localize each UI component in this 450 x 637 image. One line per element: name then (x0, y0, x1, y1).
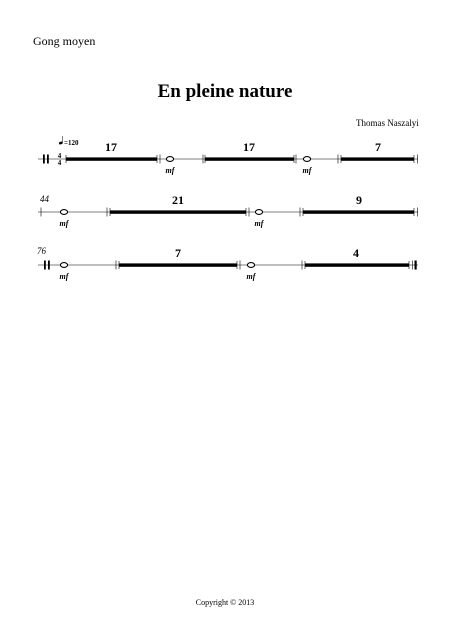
multi-measure-rest (119, 263, 237, 266)
percussion-clef-icon (47, 155, 49, 164)
whole-note-icon (247, 263, 254, 268)
copyright-notice: Copyright © 2013 (195, 598, 255, 607)
time-signature-top: 4 (57, 152, 62, 160)
system-2 (38, 193, 418, 228)
rest-count: 7 (375, 140, 381, 154)
tempo-marking: =120 (64, 139, 79, 147)
measure-number: 44 (40, 194, 49, 204)
percussion-clef-icon (44, 261, 46, 270)
dynamic-mark: mf (59, 219, 69, 228)
multi-measure-rest (110, 210, 246, 213)
multi-measure-rest (303, 210, 414, 213)
instrument-name: Gong moyen (33, 34, 96, 48)
rest-count: 9 (356, 193, 362, 207)
rest-count: 7 (175, 246, 181, 260)
multi-measure-rest (341, 157, 414, 160)
rest-count: 17 (105, 140, 117, 154)
rest-count: 4 (353, 246, 359, 260)
whole-note-icon (303, 157, 310, 162)
dynamic-mark: mf (302, 166, 312, 175)
whole-note-icon (60, 210, 67, 215)
rest-count: 21 (172, 193, 184, 207)
time-signature-bottom: 4 (57, 159, 62, 167)
dynamic-mark: mf (59, 272, 69, 281)
whole-note-icon (60, 263, 67, 268)
percussion-clef-icon (48, 261, 50, 270)
dynamic-mark: mf (165, 166, 175, 175)
whole-note-icon (166, 157, 173, 162)
measure-number: 76 (37, 246, 46, 256)
multi-measure-rest (66, 157, 157, 160)
dynamic-mark: mf (246, 272, 256, 281)
piece-title: En pleine nature (157, 81, 293, 102)
rest-count: 17 (243, 140, 255, 154)
system-3 (37, 246, 418, 281)
whole-note-icon (255, 210, 262, 215)
system-1 (38, 136, 418, 175)
percussion-clef-icon (43, 155, 45, 164)
composer-name: Thomas Naszalyi (356, 118, 419, 128)
final-barline-thick (415, 261, 417, 270)
multi-measure-rest (305, 263, 409, 266)
dynamic-mark: mf (254, 219, 264, 228)
multi-measure-rest (205, 157, 294, 160)
